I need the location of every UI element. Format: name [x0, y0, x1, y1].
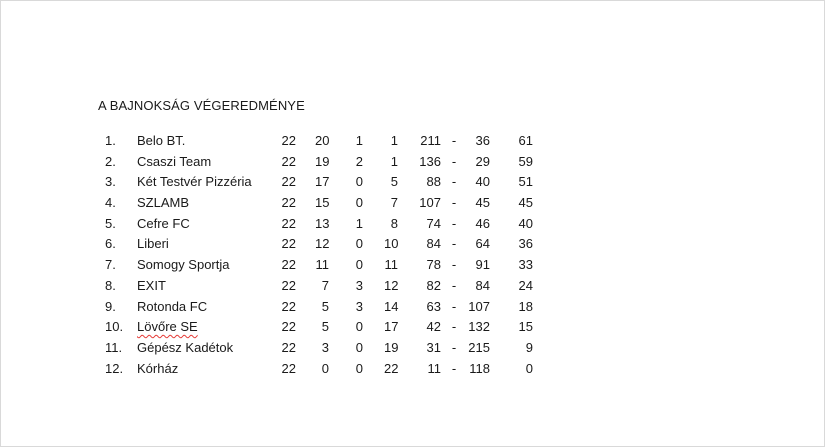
- team-name-text: Belo BT.: [137, 133, 186, 148]
- losses: 22: [384, 360, 399, 376]
- wins: 11: [315, 257, 329, 273]
- goals-separator: -: [451, 133, 457, 148]
- draws: 0: [355, 195, 363, 211]
- goals-against: 132: [468, 319, 490, 335]
- losses: 14: [384, 298, 399, 314]
- goals-separator: -: [451, 360, 457, 376]
- goals-separator: -: [451, 319, 457, 335]
- goals-for: 42: [426, 319, 441, 335]
- draws: 1: [355, 215, 363, 231]
- rank: 6.: [105, 236, 116, 252]
- draws: 2: [355, 153, 363, 169]
- rank: 2.: [105, 153, 116, 169]
- goals-against: 40: [475, 174, 490, 190]
- team-name-text: Gépész Kadétok: [137, 339, 234, 355]
- goals-separator: -: [451, 236, 457, 252]
- matches-played: 22: [281, 236, 296, 252]
- matches-played: 22: [281, 195, 296, 211]
- wins: 7: [321, 277, 329, 293]
- goals-against: 118: [469, 360, 490, 376]
- points: 51: [518, 174, 533, 190]
- team-name: [137, 359, 277, 380]
- team-name: [137, 338, 277, 359]
- wins: 5: [321, 298, 329, 314]
- goals-for: 84: [426, 236, 441, 252]
- matches-played: 22: [281, 174, 296, 190]
- points: 15: [518, 319, 533, 335]
- rank: 9.: [105, 298, 116, 314]
- rank: 12.: [105, 360, 124, 376]
- losses: 1: [390, 133, 398, 148]
- losses: 1: [390, 153, 398, 169]
- draws: 0: [355, 257, 363, 273]
- team-name-text: SZLAMB: [137, 195, 190, 211]
- wins: 20: [315, 133, 330, 148]
- matches-played: 22: [281, 277, 296, 293]
- draws: 0: [355, 236, 363, 252]
- draws: 1: [355, 133, 363, 148]
- team-name-text: Somogy Sportja: [137, 257, 230, 273]
- rank: 1.: [105, 133, 116, 148]
- points: 45: [518, 195, 533, 211]
- draws: 0: [355, 174, 363, 190]
- points: 9: [525, 339, 533, 355]
- losses: 8: [390, 215, 398, 231]
- team-name-text: Csaszi Team: [137, 153, 212, 169]
- wins: 3: [321, 339, 329, 355]
- draws: 0: [355, 339, 363, 355]
- points: 24: [518, 277, 533, 293]
- losses: 10: [384, 236, 399, 252]
- goals-separator: -: [451, 174, 457, 190]
- team-name: [137, 214, 277, 235]
- team-name-text: Rotonda FC: [137, 298, 208, 314]
- goals-against: 107: [468, 298, 490, 314]
- draws: 0: [355, 319, 363, 335]
- wins: 15: [315, 195, 330, 211]
- goals-for: 31: [426, 339, 441, 355]
- document-title: A BAJNOKSÁG VÉGEREDMÉNYE: [98, 98, 305, 113]
- matches-played: 22: [281, 133, 296, 148]
- goals-for: 78: [426, 257, 441, 273]
- matches-played: 22: [281, 360, 296, 376]
- losses: 11: [384, 257, 398, 273]
- goals-separator: -: [451, 153, 457, 169]
- losses: 17: [384, 319, 399, 335]
- goals-separator: -: [451, 298, 457, 314]
- rank: 4.: [105, 195, 116, 211]
- draws: 3: [355, 298, 363, 314]
- team-name: [137, 276, 277, 297]
- points: 36: [518, 236, 533, 252]
- matches-played: 22: [281, 257, 296, 273]
- goals-separator: -: [451, 339, 457, 355]
- team-name: [137, 152, 277, 173]
- points: 59: [518, 153, 533, 169]
- goals-for: 82: [426, 277, 441, 293]
- points: 0: [525, 360, 533, 376]
- team-name: [137, 255, 277, 276]
- goals-against: 91: [475, 257, 490, 273]
- points: 61: [518, 133, 533, 148]
- goals-against: 36: [475, 133, 490, 148]
- draws: 0: [355, 360, 363, 376]
- matches-played: 22: [281, 298, 296, 314]
- goals-for: 11: [427, 360, 441, 376]
- wins: 19: [315, 153, 330, 169]
- matches-played: 22: [281, 319, 296, 335]
- points: 33: [518, 257, 533, 273]
- goals-against: 46: [475, 215, 490, 231]
- wins: 0: [321, 360, 329, 376]
- goals-for: 136: [419, 153, 441, 169]
- goals-separator: -: [451, 195, 457, 211]
- points: 18: [518, 298, 533, 314]
- rank: 7.: [105, 257, 116, 273]
- losses: 7: [390, 195, 398, 211]
- rank: 3.: [105, 174, 116, 190]
- draws: 3: [355, 277, 363, 293]
- goals-against: 64: [475, 236, 490, 252]
- goals-for: 211: [420, 133, 441, 148]
- team-name-text: Liberi: [137, 236, 169, 252]
- team-name-text: Cefre FC: [137, 215, 190, 231]
- goals-separator: -: [451, 257, 457, 273]
- goals-against: 215: [468, 339, 490, 355]
- team-name: [137, 234, 277, 255]
- rank: 8.: [105, 277, 116, 293]
- goals-for: 63: [426, 298, 441, 314]
- team-name: [137, 193, 277, 214]
- wins: 13: [315, 215, 330, 231]
- wins: 17: [315, 174, 330, 190]
- losses: 19: [384, 339, 399, 355]
- wins: 12: [315, 236, 330, 252]
- losses: 5: [390, 174, 398, 190]
- points: 40: [518, 215, 533, 231]
- goals-separator: -: [451, 277, 457, 293]
- team-name-text: EXIT: [137, 277, 166, 293]
- goals-for: 74: [426, 215, 441, 231]
- matches-played: 22: [281, 215, 296, 231]
- team-name: [137, 172, 277, 193]
- team-name-text: Kórház: [137, 360, 179, 376]
- goals-for: 107: [419, 195, 441, 211]
- rank: 11.: [105, 339, 123, 355]
- matches-played: 22: [281, 339, 296, 355]
- rank: 10.: [105, 319, 124, 335]
- team-name-text: Lövőre SE: [137, 319, 198, 335]
- losses: 12: [384, 277, 399, 293]
- goals-against: 29: [475, 153, 490, 169]
- team-name-text: Két Testvér Pizzéria: [137, 174, 252, 190]
- team-name: [137, 317, 277, 338]
- team-name: [137, 131, 277, 152]
- goals-separator: -: [451, 215, 457, 231]
- matches-played: 22: [281, 153, 296, 169]
- goals-against: 84: [475, 277, 490, 293]
- rank: 5.: [105, 215, 116, 231]
- wins: 5: [321, 319, 329, 335]
- goals-against: 45: [475, 195, 490, 211]
- team-name: [137, 297, 277, 318]
- goals-for: 88: [426, 174, 441, 190]
